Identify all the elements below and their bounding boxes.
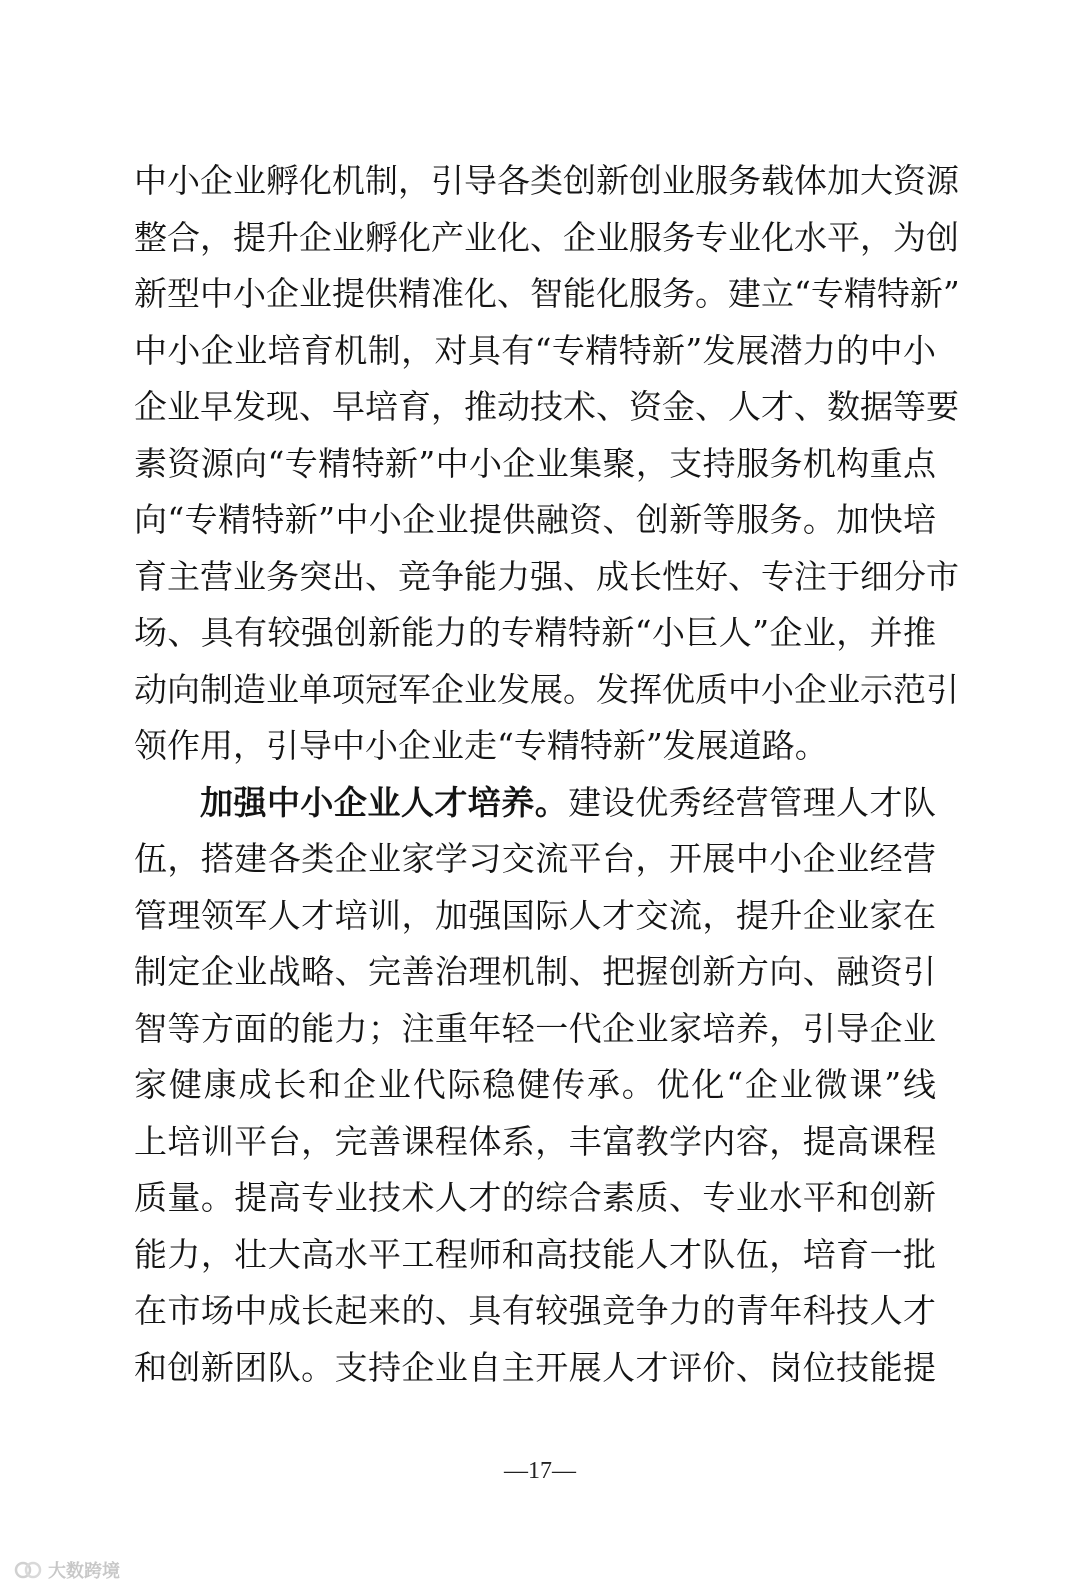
watermark-text: 大数跨境 [48,1561,120,1582]
text-line: 动向制造业单项冠军企业发展。发挥优质中小企业示范引 [134,669,959,709]
text-line: 领作用，引导中小企业走“专精特新”发展道路。 [134,726,828,765]
text-line: 管理领军人才培训，加强国际人才交流，提升企业家在 [134,895,936,935]
watermark [14,1556,120,1584]
text-line: 能力，壮大高水平工程师和高技能人才队伍，培育一批 [134,1234,936,1274]
page-number: —17— [504,1458,576,1484]
section-heading: 加强中小企业人才培养。 [200,782,569,822]
text-line: 向“专精特新”中小企业提供融资、创新等服务。加快培 [134,500,936,539]
text-line: 制定企业战略、完善治理机制、把握创新方向、融资引 [134,952,936,991]
text-line: 质量。提高专业技术人才的综合素质、专业水平和创新 [134,1178,936,1217]
text-line: 企业早发现、早培育，推动技术、资金、人才、数据等要 [134,387,959,426]
body-text [134,153,960,1396]
text-line: 场、具有较强创新能力的专精特新“小巨人”企业，并推 [134,613,936,652]
text-line: 育主营业务突出、竞争能力强、成长性好、专注于细分市 [134,556,959,596]
section-first-line-text: 建设优秀经营管理人才队 [568,782,937,822]
text-line: 上培训平台，完善课程体系，丰富教学内容，提高课程 [134,1121,936,1161]
text-line: 中小企业孵化机制，引导各类创新创业服务载体加大资源 [134,161,959,200]
text-line: 智等方面的能力；注重年轻一代企业家培养，引导企业 [134,1008,936,1048]
text-line: 中小企业培育机制，对具有“专精特新”发展潜力的中小 [134,330,936,370]
text-line: 家健康成长和企业代际稳健传承。优化“企业微课”线 [134,1065,936,1104]
text-line: 新型中小企业提供精准化、智能化服务。建立“专精特新” [134,274,960,313]
text-line: 伍，搭建各类企业家学习交流平台，开展中小企业经营 [134,839,936,878]
text-line: 素资源向“专精特新”中小企业集聚，支持服务机构重点 [134,443,936,483]
section-first-line [134,775,936,832]
text-line: 整合，提升企业孵化产业化、企业服务专业化水平，为创 [134,217,959,257]
text-line: 在市场中成长起来的、具有较强竞争力的青年科技人才 [134,1291,936,1330]
text-line: 和创新团队。支持企业自主开展人才评价、岗位技能提 [134,1347,936,1387]
logo-icon [14,1558,42,1582]
